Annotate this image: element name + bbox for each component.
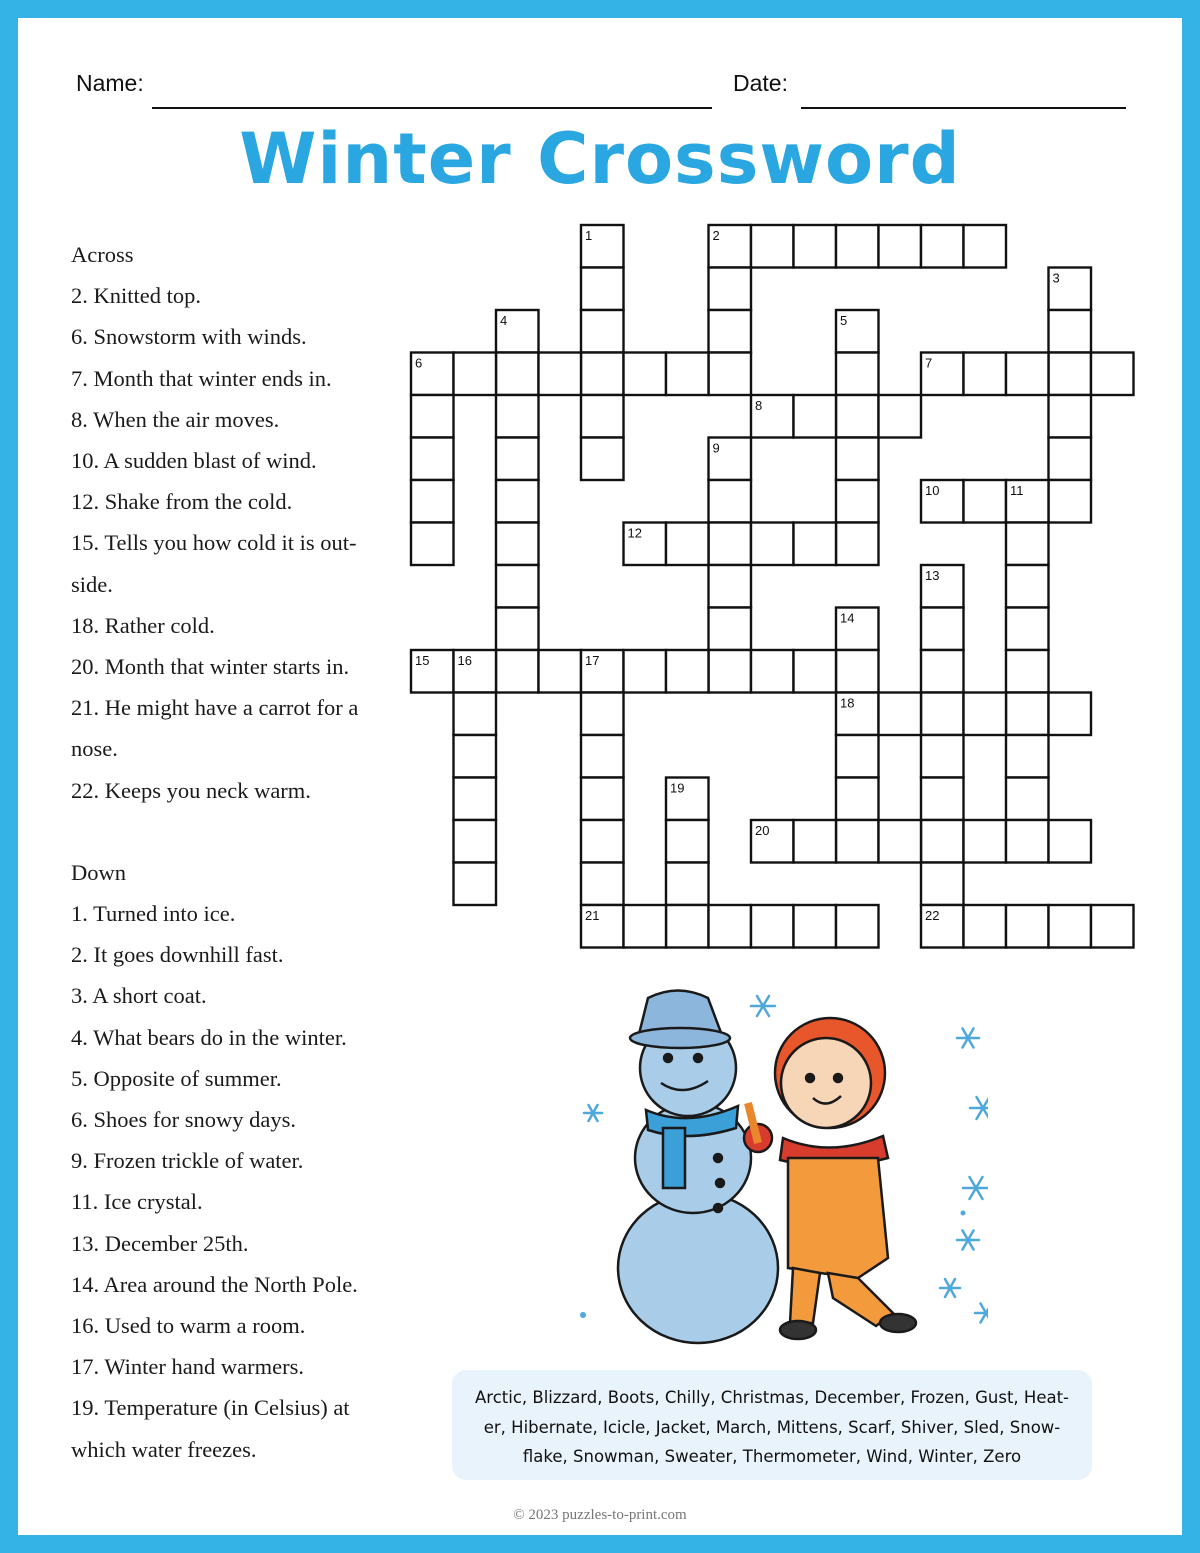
clue-number: 16: [457, 653, 472, 668]
crossword-cell[interactable]: [411, 438, 454, 481]
date-label: Date:: [733, 70, 788, 96]
clue-item: 1. Turned into ice.: [71, 901, 236, 927]
crossword-cell[interactable]: [1006, 735, 1049, 778]
clue-number: 3: [1052, 270, 1060, 286]
crossword-cell[interactable]: [624, 905, 667, 948]
crossword-cell[interactable]: [879, 693, 922, 736]
crossword-cell[interactable]: [581, 693, 624, 736]
crossword-cell[interactable]: [1049, 693, 1092, 736]
crossword-cell[interactable]: [581, 395, 624, 438]
clue-item: side.: [71, 571, 113, 597]
crossword-cell[interactable]: [454, 693, 497, 736]
crossword-cell[interactable]: [1006, 523, 1049, 566]
across-heading: Across: [71, 242, 134, 267]
crossword-cell[interactable]: [836, 778, 879, 821]
crossword-cell[interactable]: [666, 353, 709, 396]
crossword-cell[interactable]: [836, 820, 879, 863]
crossword-cell[interactable]: [581, 310, 624, 353]
crossword-cell[interactable]: [666, 820, 709, 863]
clue-item: 4. What bears do in the winter.: [71, 1024, 347, 1050]
clue-number: 4: [500, 313, 508, 328]
crossword-cell[interactable]: [581, 778, 624, 821]
crossword-cell[interactable]: [836, 225, 879, 268]
clue-item: nose.: [71, 736, 118, 762]
clue-item: 3. A short coat.: [71, 983, 207, 1009]
crossword-cell[interactable]: [751, 225, 794, 268]
crossword-cell[interactable]: [666, 650, 709, 693]
crossword-cell[interactable]: [921, 820, 964, 863]
crossword-cell[interactable]: [1006, 565, 1049, 608]
worksheet-page: [18, 18, 1182, 1535]
clue-number: 12: [627, 525, 642, 541]
crossword-cell[interactable]: [709, 608, 752, 651]
clue-item: 7. Month that winter ends in.: [71, 365, 332, 391]
crossword-cell[interactable]: [1049, 310, 1092, 353]
name-label: Name:: [76, 70, 144, 96]
crossword-cell[interactable]: [454, 735, 497, 778]
crossword-cell[interactable]: [454, 778, 497, 821]
crossword-cell[interactable]: [666, 905, 709, 948]
clue-number: 14: [840, 610, 855, 626]
crossword-cell[interactable]: [496, 565, 539, 608]
crossword-cell[interactable]: [921, 863, 964, 906]
clue-number: 19: [670, 780, 685, 796]
clue-number: 6: [415, 355, 423, 371]
crossword-cell[interactable]: [836, 735, 879, 778]
crossword-cell[interactable]: [496, 438, 539, 481]
crossword-cell[interactable]: [964, 480, 1007, 523]
crossword-cell[interactable]: [496, 608, 539, 651]
crossword-cell[interactable]: [539, 650, 582, 693]
clue-item: 2. It goes downhill fast.: [71, 942, 284, 968]
clue-item: 17. Winter hand warmers.: [71, 1354, 304, 1380]
clue-number: 17: [585, 653, 600, 668]
word-bank: Arctic, Blizzard, Boots, Chilly, Christmas, December, Frozen, Gust, Heat-er, Hibernate, Icicle, Jacket, March, Mittens, Scarf, Shiver, Sled, Snow-flake, Snowman, Sweater, Thermometer, Wind, Winter, Zero: [452, 1370, 1092, 1480]
clue-item: 12. Shake from the cold.: [71, 489, 293, 515]
clue-item: 18. Rather cold.: [71, 612, 215, 638]
crossword-cell[interactable]: [581, 735, 624, 778]
winter-illustration: [558, 978, 988, 1363]
crossword-cell[interactable]: [751, 905, 794, 948]
crossword-cell[interactable]: [921, 693, 964, 736]
clue-number: 11: [1010, 483, 1024, 498]
clue-number: 22: [925, 908, 940, 923]
crossword-cell[interactable]: [411, 480, 454, 523]
clue-number: 8: [755, 398, 763, 413]
crossword-cell[interactable]: [1006, 905, 1049, 948]
crossword-cell[interactable]: [709, 650, 752, 693]
crossword-cell[interactable]: [836, 905, 879, 948]
crossword-cell[interactable]: [1049, 905, 1092, 948]
clue-number: 1: [585, 228, 593, 243]
crossword-cell[interactable]: [921, 778, 964, 821]
clue-item: 21. He might have a carrot for a: [71, 695, 359, 721]
crossword-cell[interactable]: [709, 480, 752, 523]
clue-item: 6. Shoes for snowy days.: [71, 1107, 296, 1133]
crossword-cell[interactable]: [581, 268, 624, 311]
crossword-cell[interactable]: [1049, 820, 1092, 863]
clue-number: 13: [925, 568, 940, 583]
crossword-cell[interactable]: [411, 395, 454, 438]
crossword-cell[interactable]: [1091, 905, 1134, 948]
crossword-cell[interactable]: [1006, 650, 1049, 693]
clue-item: 2. Knitted top.: [71, 283, 201, 309]
crossword-cell[interactable]: [624, 353, 667, 396]
crossword-cell[interactable]: [496, 395, 539, 438]
crossword-cell[interactable]: [1049, 438, 1092, 481]
crossword-cell[interactable]: [1091, 353, 1134, 396]
crossword-cell[interactable]: [879, 395, 922, 438]
page-title: Winter Crossword: [239, 118, 961, 200]
crossword-cell[interactable]: [709, 523, 752, 566]
crossword-cell[interactable]: [539, 353, 582, 396]
clue-item: 15. Tells you how cold it is out-: [71, 530, 357, 556]
crossword-cell[interactable]: [964, 693, 1007, 736]
crossword-cell[interactable]: [581, 438, 624, 481]
clue-number: 7: [925, 355, 933, 371]
clue-item: 5. Opposite of summer.: [71, 1065, 282, 1091]
crossword-cell[interactable]: [794, 650, 837, 693]
crossword-cell[interactable]: [921, 225, 964, 268]
crossword-cell[interactable]: [921, 608, 964, 651]
crossword-cell[interactable]: [411, 523, 454, 566]
crossword-cell[interactable]: [581, 353, 624, 396]
crossword-cell[interactable]: [496, 523, 539, 566]
crossword-cell[interactable]: [836, 353, 879, 396]
crossword-cell[interactable]: [751, 650, 794, 693]
crossword-cell[interactable]: [1006, 820, 1049, 863]
snowman-icon: [618, 991, 778, 1344]
crossword-cell[interactable]: [581, 820, 624, 863]
crossword-cell[interactable]: [794, 395, 837, 438]
clue-number: 5: [840, 313, 848, 328]
clue-item: 14. Area around the North Pole.: [71, 1271, 358, 1297]
crossword-cell[interactable]: [836, 438, 879, 481]
crossword-cell[interactable]: [879, 820, 922, 863]
clue-item: 20. Month that winter starts in.: [71, 654, 350, 680]
clue-number: 18: [840, 695, 855, 711]
crossword-cell[interactable]: [454, 863, 497, 906]
crossword-cell[interactable]: [879, 225, 922, 268]
clue-item: 22. Keeps you neck warm.: [71, 777, 311, 803]
crossword-cell[interactable]: [964, 905, 1007, 948]
crossword-cell[interactable]: [624, 650, 667, 693]
crossword-cell[interactable]: [666, 523, 709, 566]
crossword-cell[interactable]: [1006, 608, 1049, 651]
crossword-cell[interactable]: [836, 395, 879, 438]
clue-item: 13. December 25th.: [71, 1230, 249, 1256]
crossword-cell[interactable]: [751, 523, 794, 566]
crossword-cell[interactable]: [794, 225, 837, 268]
crossword-cell[interactable]: [1006, 693, 1049, 736]
crossword-cell[interactable]: [1049, 353, 1092, 396]
crossword-cell[interactable]: [581, 863, 624, 906]
crossword-cell[interactable]: [836, 480, 879, 523]
crossword-cell[interactable]: [709, 353, 752, 396]
crossword-cell[interactable]: [709, 565, 752, 608]
clue-item: 16. Used to warm a room.: [71, 1313, 306, 1339]
crossword-cell[interactable]: [964, 353, 1007, 396]
clue-number: 20: [755, 823, 770, 838]
clue-item: which water freezes.: [71, 1436, 257, 1462]
copyright: © 2023 puzzles-to-print.com: [513, 1507, 687, 1523]
clue-item: 6. Snowstorm with winds.: [71, 324, 307, 350]
clue-number: 10: [925, 483, 940, 498]
crossword-cell[interactable]: [1049, 395, 1092, 438]
crossword-cell[interactable]: [964, 820, 1007, 863]
crossword-cell[interactable]: [709, 268, 752, 311]
crossword-cell[interactable]: [454, 353, 497, 396]
clue-number: 15: [415, 653, 430, 668]
crossword-cell[interactable]: [1006, 778, 1049, 821]
clue-number: 2: [712, 228, 720, 243]
clue-item: 9. Frozen trickle of water.: [71, 1148, 304, 1174]
crossword-cell[interactable]: [921, 735, 964, 778]
crossword-cell[interactable]: [496, 480, 539, 523]
crossword-cell[interactable]: [964, 225, 1007, 268]
down-heading: Down: [71, 859, 126, 885]
crossword-cell[interactable]: [921, 650, 964, 693]
crossword-cell[interactable]: [836, 650, 879, 693]
crossword-cell[interactable]: [709, 905, 752, 948]
crossword-cell[interactable]: [794, 523, 837, 566]
clue-number: 9: [712, 440, 720, 456]
crossword-cell[interactable]: [794, 820, 837, 863]
crossword-cell[interactable]: [496, 650, 539, 693]
crossword-cell[interactable]: [666, 863, 709, 906]
crossword-cell[interactable]: [496, 353, 539, 396]
clue-item: 8. When the air moves.: [71, 406, 280, 432]
crossword-cell[interactable]: [709, 310, 752, 353]
clue-item: 10. A sudden blast of wind.: [71, 448, 317, 474]
crossword-cell[interactable]: [1006, 353, 1049, 396]
crossword-cell[interactable]: [836, 523, 879, 566]
clue-number: 21: [585, 908, 600, 923]
clue-item: 19. Temperature (in Celsius) at: [71, 1395, 350, 1421]
crossword-cell[interactable]: [1049, 480, 1092, 523]
clue-item: 11. Ice crystal.: [71, 1189, 203, 1215]
crossword-cell[interactable]: [794, 905, 837, 948]
crossword-cell[interactable]: [454, 820, 497, 863]
